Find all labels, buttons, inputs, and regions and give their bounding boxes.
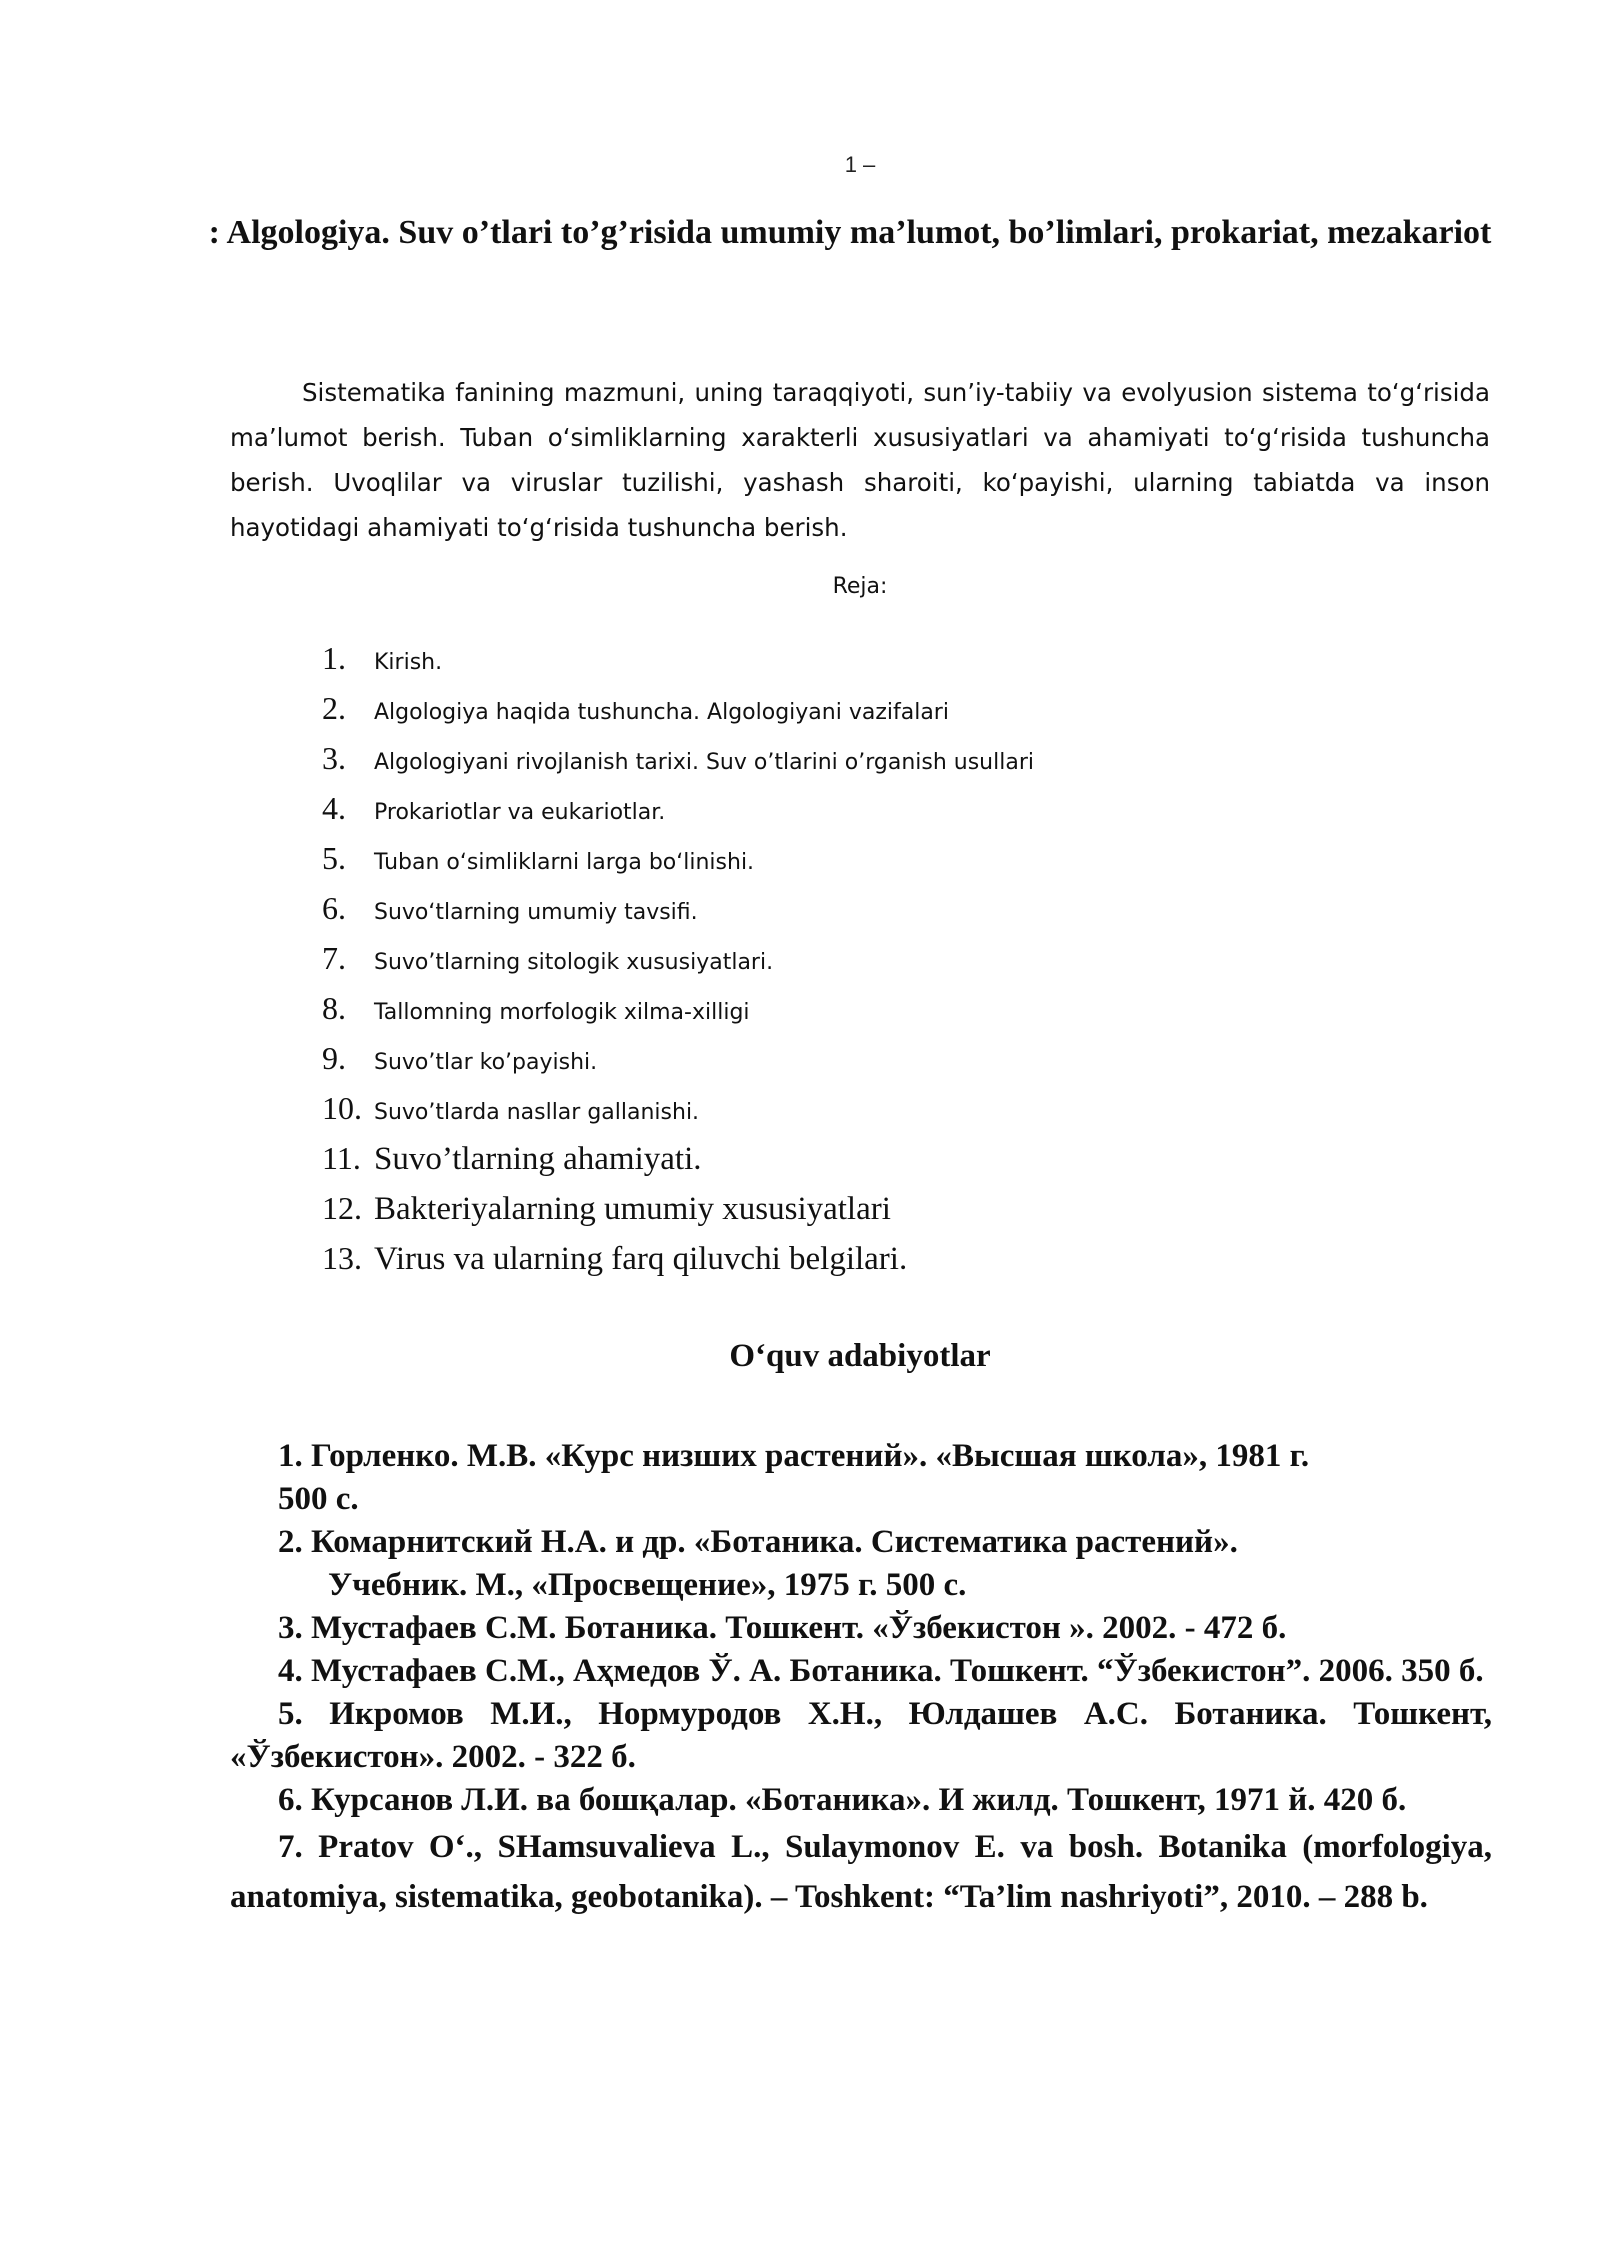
plan-item-text: Suvo’tlar ko’payishi.: [374, 1050, 598, 1075]
literature-heading: Oʻquv adabiyotlar: [729, 1338, 991, 1374]
plan-item: [322, 1090, 1034, 1140]
plan-item-text: Algologiyani rivojlanish tarixi. Suv o’tlarini o’rganish usullari: [374, 750, 1034, 775]
plan-item: [322, 1040, 1034, 1090]
reference-item: 7. Pratov Oʻ., SHamsuvalieva L., Sulaymonov E. va bosh. Botanika (morfologiya, anatomiya, sistematika, geobotanika). – Toshkent: “Ta’lim nashriyoti”, 2010. – 288 b.: [230, 1829, 1492, 1915]
plan-item: [322, 840, 1034, 890]
reference-item: 5. Икромов М.И., Нормуродов Х.Н., Юлдашев А.С. Ботаника. Тошкент, «Ўзбекистон». 2002. - 322 б.: [230, 1696, 1492, 1775]
plan-item-text: Suvo’tlarning ahamiyati.: [374, 1141, 702, 1177]
plan-item-text: Algologiya haqida tushuncha. Algologiyani vazifalari: [374, 700, 949, 725]
plan-item-text: Suvoʻtlarning umumiy tavsifi.: [374, 900, 698, 925]
reference-text-cont: 500 с.: [278, 1481, 359, 1517]
plan-item-number: 5.: [322, 840, 346, 876]
page-number: 1 –: [844, 152, 876, 177]
plan-item: [322, 1240, 1034, 1290]
page-title: : Algologiya. Suv o’tlari to’g’risida umumiy ma’lumot, bo’limlari, prokariat, mezakariot: [208, 214, 1492, 251]
plan-item-text: Bakteriyalarning umumiy xususiyatlari: [374, 1191, 891, 1227]
references-list: [230, 1435, 1492, 1922]
plan-item-number: 1.: [322, 640, 346, 676]
plan-item-text: Virus va ularning farq qiluvchi belgilari.: [374, 1241, 908, 1277]
reference-text-cont: Учебник. М., «Просвещение», 1975 г. 500 с.: [328, 1567, 967, 1603]
plan-item-text: Prokariotlar va eukariotlar.: [374, 800, 666, 825]
plan-item: [322, 690, 1034, 740]
intro-paragraph: Sistematika fanining mazmuni, uning taraqqiyoti, sun’iy-tabiiy va evolyusion sistema toʻgʻrisida ma’lumot berish. Tuban oʻsimliklarning xarakterli xususiyatlari va ahamiyati toʻgʻrisida tushuncha berish. Uvoqlilar va viruslar tuzilishi, yashash sharoiti, koʻpayishi, ularning tabiatda va inson hayotidagi ahamiyati toʻgʻrisida tushuncha berish.: [230, 378, 1490, 542]
plan-item-number: 13.: [322, 1240, 362, 1276]
reference-item: 6. Курсанов Л.И. ва бошқалар. «Ботаника». И жилд. Тошкент, 1971 й. 420 б.: [278, 1782, 1407, 1818]
reference-item: 4. Мустафаев С.М., Аҳмедов Ў. А. Ботаника. Тошкент. “Ўзбекистон”. 2006. 350 б.: [278, 1653, 1484, 1689]
plan-item-text: Suvo’tlarda nasllar gallanishi.: [374, 1100, 700, 1125]
plan-item: [322, 790, 1034, 840]
reference-text: 1. Горленко. М.В. «Курс низших растений». «Высшая школа», 1981 г.: [278, 1438, 1310, 1474]
plan-item-text: Tuban oʻsimliklarni larga boʻlinishi.: [374, 850, 755, 875]
plan-item: [322, 1190, 1034, 1240]
plan-item-number: 10.: [322, 1090, 362, 1126]
plan-item-number: 6.: [322, 890, 346, 926]
plan-item: [322, 740, 1034, 790]
plan-item: [322, 890, 1034, 940]
plan-item-text: Kirish.: [374, 650, 443, 675]
plan-item-text: Suvo’tlarning sitologik xususiyatlari.: [374, 950, 774, 975]
plan-item-number: 11.: [322, 1140, 361, 1176]
plan-item-number: 7.: [322, 940, 346, 976]
plan-item-number: 9.: [322, 1040, 346, 1076]
reference-item: [230, 1521, 1492, 1607]
plan-item-number: 3.: [322, 740, 346, 776]
plan-item-number: 12.: [322, 1190, 362, 1226]
plan-item-text: Tallomning morfologik xilma-xilligi: [374, 1000, 750, 1025]
reference-item: [230, 1435, 1492, 1521]
plan-heading: Reja:: [832, 574, 888, 599]
plan-item-number: 4.: [322, 790, 346, 826]
plan-item: [322, 640, 1034, 690]
reference-item: 3. Мустафаев С.М. Ботаника. Тошкент. «Ўзбекистон ». 2002. - 472 б.: [278, 1610, 1287, 1646]
plan-list: [322, 640, 1034, 1290]
plan-item-number: 8.: [322, 990, 346, 1026]
reference-text: 2. Комарнитский Н.А. и др. «Ботаника. Систематика растений».: [278, 1524, 1238, 1560]
plan-item: [322, 990, 1034, 1040]
plan-item: [322, 940, 1034, 990]
plan-item-number: 2.: [322, 690, 346, 726]
plan-item: [322, 1140, 1034, 1190]
